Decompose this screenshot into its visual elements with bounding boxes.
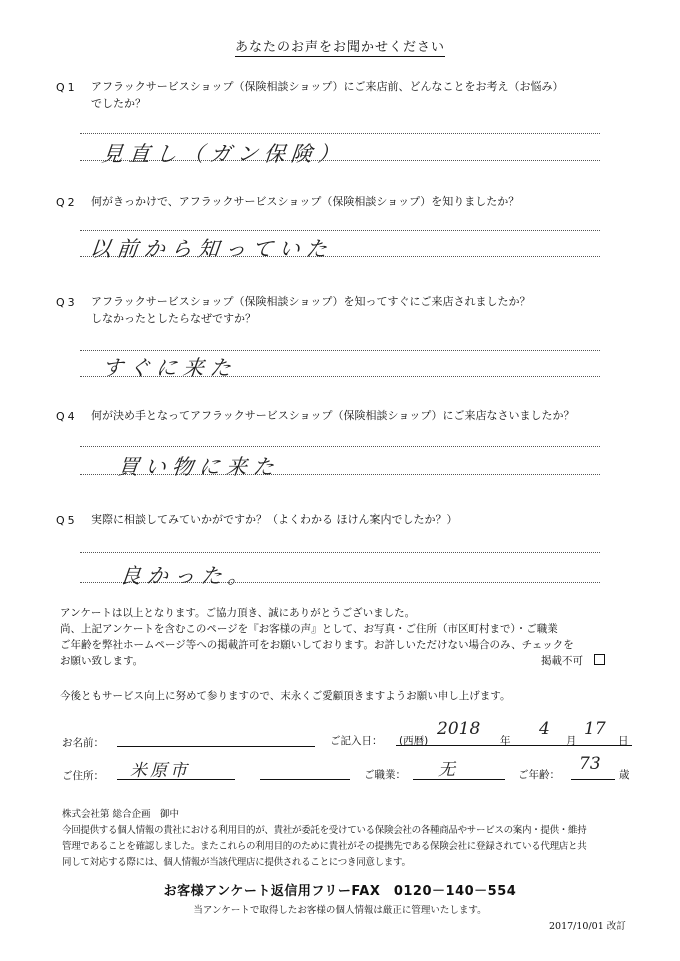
q5-line-1 [80,552,600,553]
q5-text: 実際に相談してみていかがですか？（よくわかる ほけん案内でしたか？） [91,513,458,526]
occupation-label: ご職業： [364,769,406,781]
q1-answer[interactable]: 見直し（ガン保険） [100,142,347,166]
q3-line-1 [80,350,600,351]
q4-line-1 [80,446,600,447]
privacy-notice: 当アンケートで取得したお客様の個人情報は厳正に管理いたします。 [193,905,487,916]
year-unit: 年 [500,735,511,747]
q5-answer[interactable]: 良かった。 [118,564,257,588]
q5-number: Q5 [56,514,78,527]
q2-text: 何がきっかけで、アフラックサービスショップ（保険相談ショップ）を知りましたか？ [91,195,520,208]
date-label: ご記入日： [330,735,383,747]
q3-answer[interactable]: すぐに来た [100,356,239,380]
address-label: ご住所： [62,770,104,782]
name-label: お名前： [62,737,104,749]
no-publish-option[interactable] [541,653,605,669]
q2-answer[interactable]: 以前から知っていた [88,237,335,261]
date-era: (西暦) [399,735,429,747]
address-field-2[interactable] [260,765,350,780]
fax-number: お客様アンケート返信用フリーFAX 0120－140－554 [163,884,517,899]
privacy-statement: 今回提供する個人情報の貴社における利用目的が、貴社が委託を受けている保険会社の各種商品やサービスの案内・提供・維持 管理であることを確認しました。またこれらの利用目的のために貴社がその提携先である保険会社に登録されている代理店と共 同して対応する際には、個人情報が当該代理店に提供されることにつき同意します。 [62,825,587,868]
occupation-field[interactable] [413,765,505,780]
no-publish-checkbox[interactable] [594,654,605,665]
address-value[interactable]: 米原市 [130,761,190,781]
date-day[interactable]: 17 [584,719,606,739]
name-field[interactable] [117,732,315,747]
age-label: ご年齢： [518,769,560,781]
company-name: 株式会社第 総合企画 御中 [62,809,180,820]
q2-line-1 [80,230,600,231]
q1-number: Q1 [56,81,78,94]
closing-text: アンケートは以上となります。ご協力頂き、誠にありがとうございました。 尚、上記アンケートを含むこのページを『お客様の声』として、お写真・ご住所（市区町村まで）・ご職業 ご年齢を弊社ホームページ等への掲載許可をお願いしております。お許しいただけない場合のみ、チェックを お願い致します。 [60,607,574,667]
closing-thanks: 今後ともサービス向上に努めて参りますので、末永くご愛顧頂きますようお願い申し上げます。 [60,690,511,702]
revision-date: 2017/10/01 改訂 [549,921,626,932]
q3-text: アフラックサービスショップ（保険相談ショップ）を知ってすぐにご来店されましたか？ しなかったとしたらなぜですか？ [91,295,531,325]
month-unit: 月 [566,735,577,747]
page-title: あなたのお声をお聞かせください [234,40,445,55]
q2-number: Q2 [56,196,78,209]
occupation-value[interactable]: 无 [438,760,455,780]
date-year[interactable]: 2018 [437,719,481,739]
q3-number: Q3 [56,296,78,309]
date-month[interactable]: 4 [539,719,550,739]
q4-number: Q4 [56,410,78,423]
q4-answer[interactable]: 買い物に来た [116,455,282,479]
no-publish-label: 掲載不可 [541,655,583,667]
age-unit: 歳 [619,769,630,781]
age-value[interactable]: 73 [579,754,601,774]
q1-line-1 [80,133,600,134]
q1-text: アフラックサービスショップ（保険相談ショップ）にご来店前、どんなことをお考え（お悩み） でしたか？ [91,80,564,110]
day-unit: 日 [618,735,629,747]
q4-text: 何が決め手となってアフラックサービスショップ（保険相談ショップ）にご来店なさいましたか？ [91,409,575,422]
